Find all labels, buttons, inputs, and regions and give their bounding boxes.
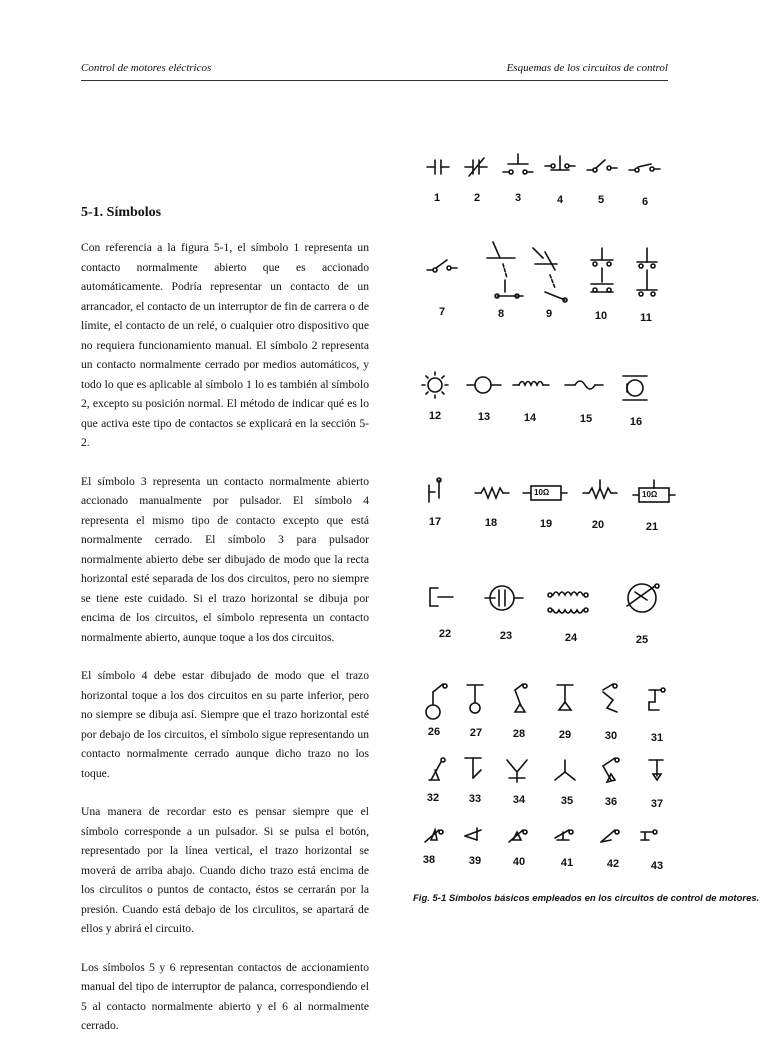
symbol-number: 23 [499, 630, 513, 642]
symbol-1-no-contact [427, 160, 449, 174]
symbol-27 [467, 685, 483, 713]
symbol-number: 10 [594, 310, 608, 322]
symbol-number: 18 [484, 517, 498, 529]
symbols-drawing [405, 140, 705, 930]
symbol-number: 9 [545, 308, 553, 320]
symbol-number: 38 [422, 854, 436, 866]
symbol-30 [603, 684, 617, 712]
symbol-number: 11 [640, 312, 652, 324]
symbol-14-inductor [513, 382, 549, 386]
symbol-15-thermal [565, 381, 603, 389]
symbol-24-transformer [548, 592, 588, 613]
symbol-4-pushbutton-nc [545, 156, 575, 170]
symbol-number: 7 [438, 306, 446, 318]
symbol-number: 13 [477, 411, 491, 423]
symbol-2-nc-contact [465, 158, 487, 176]
symbol-8 [487, 242, 523, 298]
symbol-number: 16 [629, 416, 643, 428]
paragraph-2: El símbolo 3 representa un contacto normalmente abierto accionado manualmente por pulsador. El símbolo 4 representa el mismo tipo de contacto excepto que está normalmente cerrado. El símbolo 3 para pulsador normalmente abierto debe ser dibujado de modo que la recta horizontal esté separada de los dos circuitos, pero no siempre se tiene este cuidado. Si el trazo horizontal se dibuja por encima de los circuitos, el símbolo representa un contacto normalmente abierto, aunque toque a los dos circuitos. [81, 474, 369, 644]
symbol-number: 39 [468, 855, 482, 867]
symbol-number: 24 [564, 632, 578, 644]
header-rule [81, 80, 668, 81]
symbol-number: 37 [650, 798, 664, 810]
symbol-22 [430, 588, 453, 606]
body-text [81, 238, 369, 1055]
symbols-figure [405, 140, 705, 930]
symbol-number: 8 [497, 308, 505, 320]
symbol-41 [555, 830, 573, 840]
symbol-34 [507, 760, 527, 782]
symbol-10 [591, 248, 613, 292]
symbol-43 [641, 830, 657, 840]
symbol-7 [427, 260, 457, 272]
symbol-number: 21 [645, 521, 659, 533]
symbol-number: 17 [428, 516, 442, 528]
symbol-16-motor [623, 376, 647, 400]
symbol-number: 41 [560, 857, 574, 869]
symbol-29 [557, 685, 573, 710]
symbol-number: 22 [438, 628, 452, 640]
symbol-number: 26 [427, 726, 441, 738]
symbol-42 [601, 830, 619, 842]
symbol-number: 31 [650, 732, 664, 744]
symbol-number: 36 [604, 796, 618, 808]
symbol-6-toggle-nc [629, 164, 660, 172]
running-header-left: Control de motores eléctricos [81, 62, 212, 74]
paragraph-1: Con referencia a la figura 5-1, el símbolo 1 representa un contacto normalmente abierto que es accionado automáticamente. Podría representar un contacto de un arrancador, el contacto de un interruptor de fin de carrera o de límite, el contacto de un relé, o cualquier otro dispositivo que no requiera funcionamiento manual. El símbolo 2 representa un contacto normalmente cerrado por medios automáticos, y todo lo que es aplicable al símbolo 1 lo es también al símbolo 2, excepto su posición normal. El método de indicar qué es lo que activa este tipo de contactos se explicará en la sección 5-2. [81, 241, 369, 449]
symbol-number: 42 [606, 858, 620, 870]
symbol-33 [465, 758, 481, 778]
symbol-3-pushbutton-no [503, 154, 533, 174]
symbol-36 [603, 758, 619, 782]
symbol-35 [555, 760, 575, 780]
symbol-37 [649, 760, 663, 780]
paragraph-4: Una manera de recordar esto es pensar siempre que el símbolo corresponde a un pulsador. Si se pulsa el botón, representado por la línea vertical, el trazo horizontal se moverá de arriba abajo. Cuando dicho trazo está encima de los circulitos o puntos de contacto, éstos se cerrarán por la presión. Cuando está debajo de los circulitos, se apartará de ellos y abrirá el circuito. [81, 805, 369, 935]
symbol-5-toggle-no [587, 160, 617, 172]
symbol-number: 35 [560, 795, 574, 807]
symbol-number: 6 [641, 196, 649, 208]
symbol-number: 27 [469, 727, 483, 739]
symbol-23 [485, 586, 523, 610]
symbol-number: 28 [512, 728, 526, 740]
symbol-38 [425, 830, 443, 842]
symbol-20-variable-resistor [583, 480, 617, 498]
symbol-25-motor [627, 584, 659, 612]
running-header-right: Esquemas de los circuitos de control [506, 62, 668, 74]
section-title: 5-1. Símbolos [81, 205, 162, 220]
resistor-19-value: 10Ω [534, 488, 550, 497]
symbol-number: 14 [523, 412, 537, 424]
symbol-number: 1 [433, 192, 441, 204]
symbol-28 [515, 684, 527, 712]
figure-caption: Fig. 5-1 Símbolos básicos empleados en los circuitos de control de motores. [413, 893, 760, 904]
symbol-number: 29 [558, 729, 572, 741]
symbol-12-lamp [422, 372, 448, 398]
symbol-number: 4 [556, 194, 564, 206]
symbol-number: 30 [604, 730, 618, 742]
paragraph-5: Los símbolos 5 y 6 representan contactos de accionamiento manual del tipo de interruptor de palanca, correspondiendo el 5 al contacto normalmente abierto y el 6 al normalmente cerrado. [81, 960, 369, 1032]
paragraph-3: El símbolo 4 debe estar dibujado de modo que el trazo horizontal toque a los dos circuitos en su parte inferior, pero no siempre se dibuja así. Siempre que el trazo horizontal esté por debajo de los circuitos, el símbolo sigue representando un contacto normalmente cerrado aunque dicho trazo no los toque. [81, 669, 369, 780]
symbol-18-resistor [475, 488, 509, 498]
symbol-number: 19 [539, 518, 553, 530]
resistor-21-value: 10Ω [642, 490, 658, 499]
symbol-number: 34 [512, 794, 526, 806]
symbol-number: 40 [512, 856, 526, 868]
symbol-number: 15 [579, 413, 593, 425]
symbol-number: 43 [650, 860, 664, 872]
symbol-number: 25 [635, 634, 649, 646]
symbol-number: 32 [426, 792, 440, 804]
symbol-11 [637, 248, 657, 296]
symbol-39 [465, 828, 481, 840]
symbol-9 [533, 248, 567, 302]
symbol-26 [426, 684, 447, 719]
symbol-number: 5 [597, 194, 605, 206]
symbol-number: 2 [473, 192, 481, 204]
symbol-13-coil [467, 377, 501, 393]
symbol-number: 33 [468, 793, 482, 805]
symbol-31 [649, 688, 665, 710]
symbol-number: 3 [514, 192, 522, 204]
symbol-17 [429, 478, 441, 502]
symbol-number: 12 [428, 410, 442, 422]
symbol-number: 20 [591, 519, 605, 531]
symbol-32 [429, 758, 445, 780]
symbol-40 [509, 830, 527, 842]
